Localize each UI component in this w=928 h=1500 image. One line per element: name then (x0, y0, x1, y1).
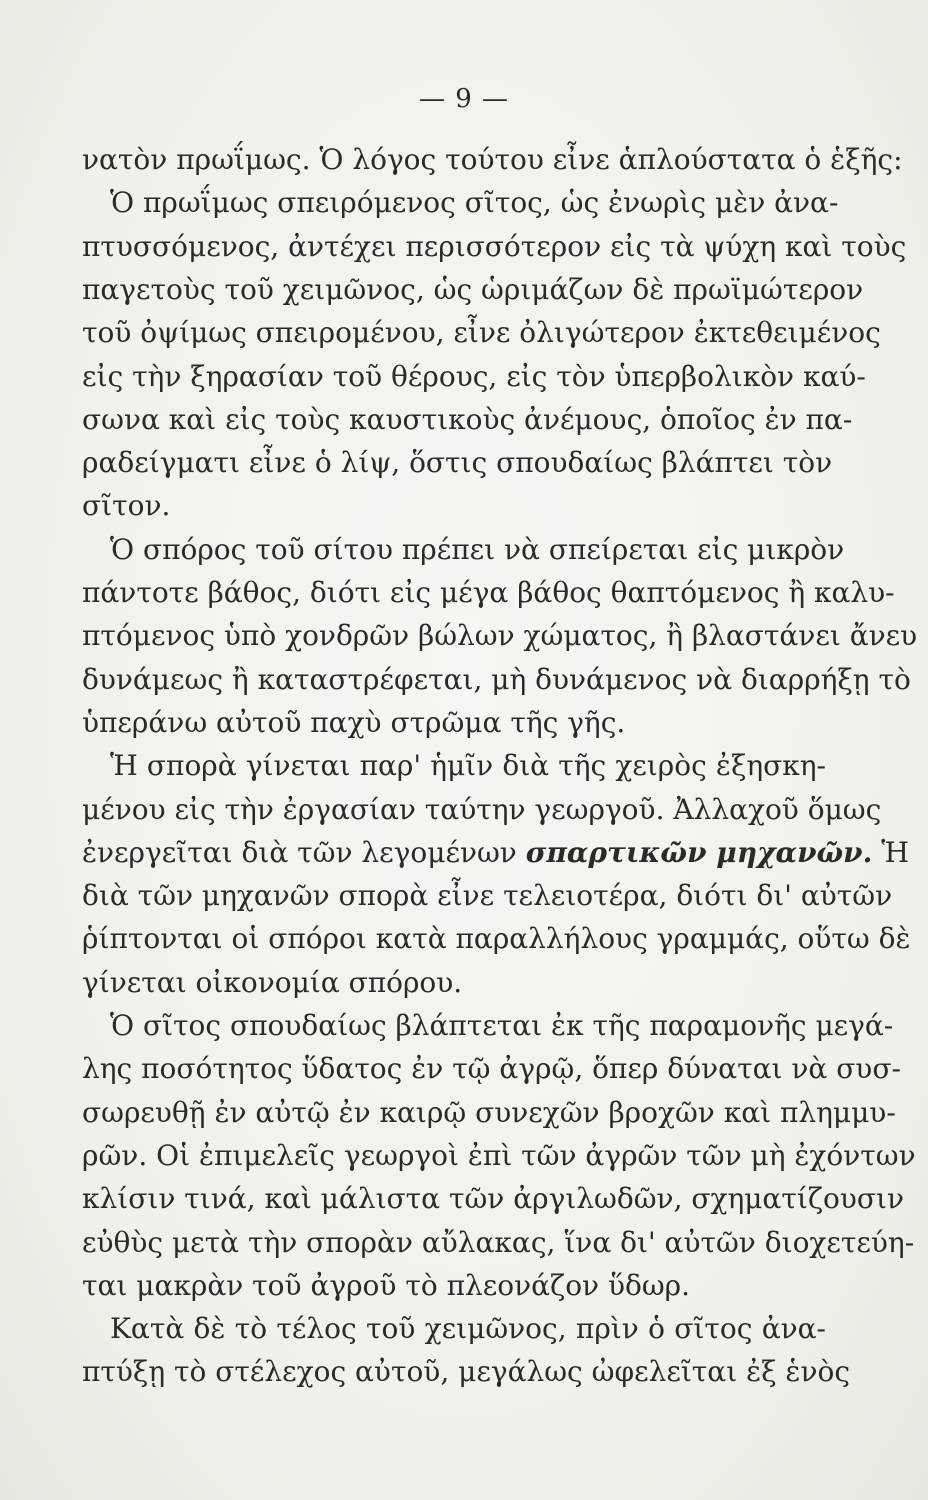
emphasized-term: σπαρτικῶν μηχανῶν. (525, 835, 873, 869)
text-line: ῥίπτονται οἱ σπόροι κατὰ παραλλήλους γραμμάς, οὕτω δὲ (82, 922, 911, 956)
text-line: Ὁ σπόρος τοῦ σίτου πρέπει νὰ σπείρεται εἰς μικρὸν (110, 532, 845, 566)
text-line: εἰς τὴν ξηρασίαν τοῦ θέρους, εἰς τὸν ὑπερβολικὸν καύ- (82, 359, 866, 393)
text-line: Ἡ σπορὰ γίνεται παρ' ἡμῖν διὰ τῆς χειρὸς ἐξησκη- (110, 749, 826, 783)
text-line: πτύξῃ τὸ στέλεχος αὐτοῦ, μεγάλως ὠφελεῖται ἐξ ἑνὸς (82, 1355, 851, 1389)
text-line: Ὁ σῖτος σπουδαίως βλάπτεται ἐκ τῆς παραμονῆς μεγά- (110, 1009, 894, 1042)
text-line: σωνα καὶ εἰς τοὺς καυστικοὺς ἀνέμους, ὁποῖος ἐν πα- (82, 402, 853, 436)
text-line: ται μακρὰν τοῦ ἀγροῦ τὸ πλεονάζον ὕδωρ. (82, 1268, 691, 1302)
text-line: γίνεται οἰκονομία σπόρου. (82, 965, 463, 999)
text-line: παγετοὺς τοῦ χειμῶνος, ὡς ὡριμάζων δὲ πρωϊμώτερον (82, 272, 864, 306)
text-line: σωρευθῇ ἐν αὐτῷ ἐν καιρῷ συνεχῶν βροχῶν καὶ πλημμυ- (82, 1095, 896, 1129)
text-line: πτόμενος ὑπὸ χονδρῶν βώλων χώματος, ἢ βλαστάνει ἄνευ (82, 619, 918, 653)
text-line: μένου εἰς τὴν ἐργασίαν ταύτην γεωργοῦ. Ἀλλαχοῦ ὅμως (82, 792, 882, 826)
text-line: νατὸν πρωΐμως. Ὁ λόγος τούτου εἶνε ἁπλούστατα ὁ ἑξῆς: (82, 143, 903, 176)
text-line: πάντοτε βάθος, διότι εἰς μέγα βάθος θαπτόμενος ἢ καλυ- (82, 576, 895, 609)
text-line: Ὁ πρωΐμως σπειρόμενος σῖτος, ὡς ἐνωρὶς μὲν ἀνα- (110, 186, 839, 220)
text-line: εὐθὺς μετὰ τὴν σπορὰν αὔλακας, ἵνα δι' αὐτῶν διοχετεύη- (82, 1225, 915, 1259)
text-line: κλίσιν τινά, καὶ μάλιστα τῶν ἀργιλωδῶν, σχηματίζουσιν (82, 1182, 904, 1216)
text-line: ραδείγματι εἶνε ὁ λίψ, ὅστις σπουδαίως βλάπτει τὸν (82, 446, 833, 480)
page-number: — 9 — (418, 84, 510, 114)
text-line: τοῦ ὀψίμως σπειρομένου, εἶνε ὀλιγώτερον ἐκτεθειμένος (82, 316, 881, 350)
text-line: διὰ τῶν μηχανῶν σπορὰ εἶνε τελειοτέρα, διότι δι' αὐτῶν (82, 879, 893, 913)
text-line: σῖτον. (82, 489, 171, 523)
text-line: ὑπεράνω αὐτοῦ παχὺ στρῶμα τῆς γῆς. (82, 705, 626, 739)
text-line: Κατὰ δὲ τὸ τέλος τοῦ χειμῶνος, πρὶν ὁ σῖτος ἀνα- (110, 1312, 826, 1346)
text-line: πτυσσόμενος, ἀντέχει περισσότερον εἰς τὰ ψύχη καὶ τοὺς (82, 229, 907, 263)
text-line: δυνάμεως ἢ καταστρέφεται, μὴ δυνάμενος νὰ διαρρήξῃ τὸ (82, 662, 911, 696)
text-line: ρῶν. Οἱ ἐπιμελεῖς γεωργοὶ ἐπὶ τῶν ἀγρῶν τῶν μὴ ἐχόντων (82, 1138, 916, 1172)
text-line: ἐνεργεῖται διὰ τῶν λεγομένων σπαρτικῶν μηχανῶν. Ἡ (82, 835, 910, 869)
text-line: λης ποσότητος ὕδατος ἐν τῷ ἀγρῷ, ὅπερ δύναται νὰ συσ- (82, 1052, 901, 1086)
